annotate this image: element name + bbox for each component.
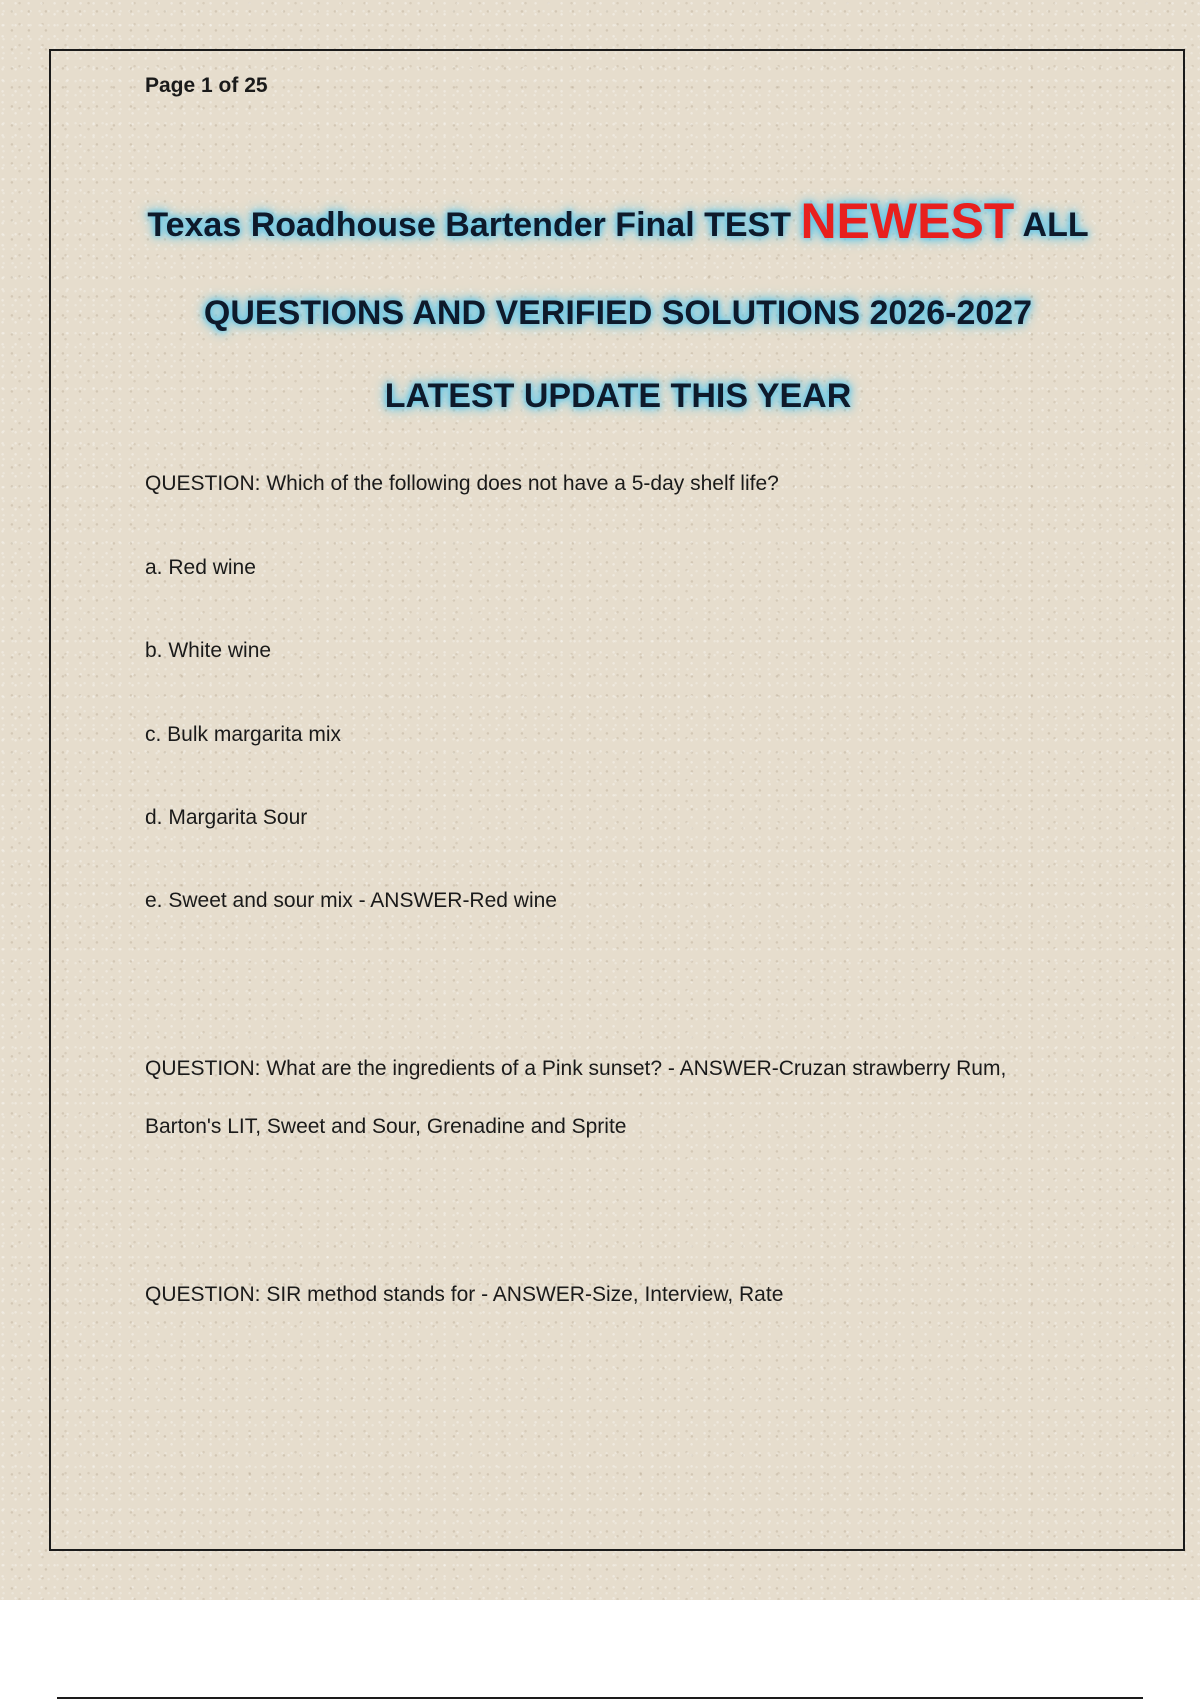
question-2-line-1: QUESTION: What are the ingredients of a Pink sunset? - ANSWER-Cruzan strawberry Rum,: [145, 1057, 1007, 1080]
document-title-line-3: LATEST UPDATE THIS YEAR: [384, 377, 852, 415]
question-1-option-b: b. White wine: [145, 639, 272, 662]
document-title-line-1: [0, 192, 1200, 250]
question-1-option-e: e. Sweet and sour mix - ANSWER-Red wine: [145, 889, 557, 912]
page-border: [49, 49, 1185, 1551]
question-3-text: QUESTION: SIR method stands for - ANSWER-Size, Interview, Rate: [145, 1283, 784, 1306]
question-1-option-a: a. Red wine: [145, 556, 256, 579]
title-text-after: ALL: [1014, 206, 1089, 244]
question-1-option-c: c. Bulk margarita mix: [145, 723, 342, 746]
title-newest-highlight: NEWEST: [800, 193, 1015, 249]
page-number: Page 1 of 25: [145, 74, 268, 97]
footer-rule: [57, 1697, 1143, 1699]
question-2-line-2: Barton's LIT, Sweet and Sour, Grenadine and Sprite: [145, 1115, 627, 1138]
question-1-option-d: d. Margarita Sour: [145, 806, 308, 829]
title-text-before: Texas Roadhouse Bartender Final TEST: [147, 206, 801, 244]
question-1-text: QUESTION: Which of the following does not have a 5-day shelf life?: [145, 472, 779, 495]
document-title-line-2: QUESTIONS AND VERIFIED SOLUTIONS 2026-2027: [203, 294, 1033, 332]
